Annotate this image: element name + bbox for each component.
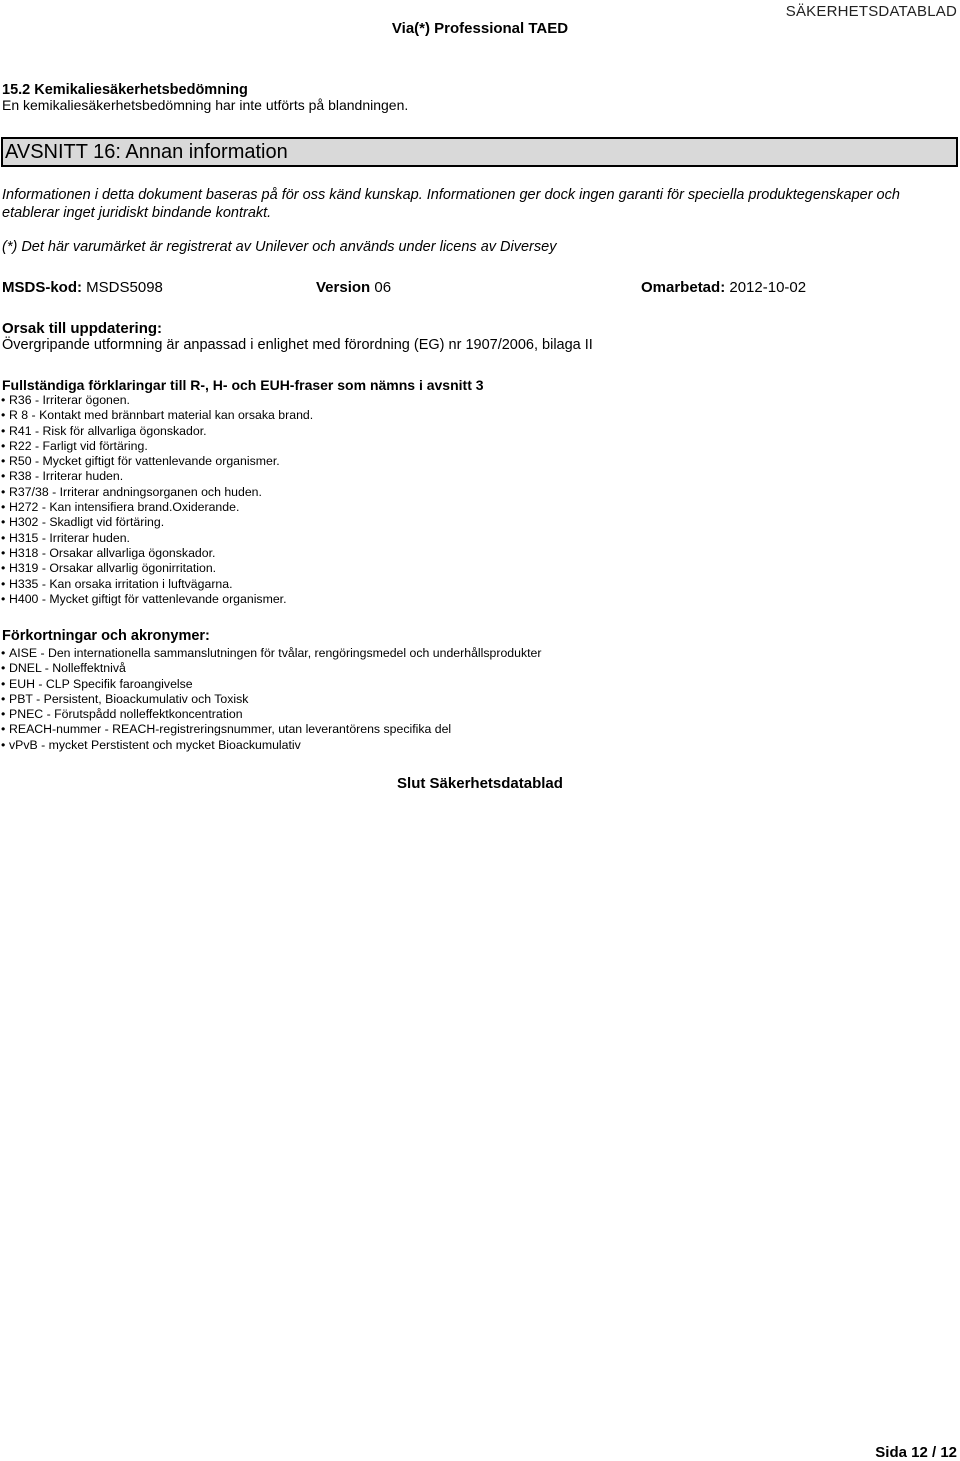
version-value: 06	[374, 279, 392, 296]
phrases-list	[1, 393, 313, 607]
list-item: • R41 - Risk för allvarliga ögonskador.	[1, 424, 313, 439]
list-item: • H400 - Mycket giftigt för vattenlevande organismer.	[1, 592, 313, 607]
disclaimer-text: Informationen i detta dokument baseras på för oss känd kunskap. Informationen ger dock ingen garanti för speciella produktegenskaper och etablerar inget juridiskt bindande kontrakt.	[2, 187, 900, 221]
section-15-2-text: En kemikaliesäkerhetsbedömning har inte utförts på blandningen.	[2, 97, 409, 113]
abbreviations-list	[1, 646, 541, 753]
trademark-note: (*) Det här varumärket är registrerat av Unilever och används under licens av Diversey	[2, 239, 557, 255]
msds-code-label: MSDS-kod:	[2, 279, 82, 296]
list-item: • R 8 - Kontakt med brännbart material kan orsaka brand.	[1, 408, 313, 423]
list-item: • DNEL - Nolleffektnivå	[1, 661, 541, 676]
list-item: • AISE - Den internationella sammanslutningen för tvålar, rengöringsmedel och underhållsprodukter	[1, 646, 541, 661]
msds-code	[2, 279, 163, 296]
list-item: • R22 - Farligt vid förtäring.	[1, 439, 313, 454]
list-item: • R38 - Irriterar huden.	[1, 469, 313, 484]
revision-date-value: 2012-10-02	[729, 279, 807, 296]
end-of-document: Slut Säkerhetsdatablad	[397, 775, 563, 792]
section-15-2-title: 15.2 Kemikaliesäkerhetsbedömning	[2, 82, 248, 98]
list-item: • H319 - Orsakar allvarlig ögonirritation.	[1, 561, 313, 576]
list-item: • REACH-nummer - REACH-registreringsnummer, utan leverantörens specifika del	[1, 722, 541, 737]
abbreviations-title: Förkortningar och akronymer:	[2, 628, 210, 644]
version	[316, 279, 391, 296]
version-label: Version	[316, 279, 371, 296]
list-item: • R37/38 - Irriterar andningsorganen och huden.	[1, 485, 313, 500]
list-item: • H272 - Kan intensifiera brand.Oxiderande.	[1, 500, 313, 515]
update-reason-text: Övergripande utformning är anpassad i enlighet med förordning (EG) nr 1907/2006, bilaga II	[2, 337, 593, 353]
msds-code-value: MSDS5098	[86, 279, 163, 296]
list-item: • R50 - Mycket giftigt för vattenlevande organismer.	[1, 454, 313, 469]
page-number: Sida 12 / 12	[875, 1444, 957, 1461]
list-item: • vPvB - mycket Perstistent och mycket Bioackumulativ	[1, 738, 541, 753]
phrases-title: Fullständiga förklaringar till R-, H- och EUH-fraser som nämns i avsnitt 3	[2, 377, 484, 393]
list-item: • PNEC - Förutspådd nolleffektkoncentration	[1, 707, 541, 722]
product-name: Via(*) Professional TAED	[391, 20, 569, 37]
revision-date	[641, 279, 806, 296]
list-item: • R36 - Irriterar ögonen.	[1, 393, 313, 408]
list-item: • H335 - Kan orsaka irritation i luftvägarna.	[1, 577, 313, 592]
section-16-heading-bar	[1, 137, 958, 167]
update-reason-title: Orsak till uppdatering:	[2, 320, 163, 337]
list-item: • EUH - CLP Specifik faroangivelse	[1, 677, 541, 692]
section-16-heading: AVSNITT 16: Annan information	[5, 141, 288, 163]
document-type: SÄKERHETSDATABLAD	[785, 3, 957, 20]
list-item: • H302 - Skadligt vid förtäring.	[1, 515, 313, 530]
list-item: • PBT - Persistent, Bioackumulativ och Toxisk	[1, 692, 541, 707]
list-item: • H315 - Irriterar huden.	[1, 531, 313, 546]
revision-date-label: Omarbetad:	[641, 279, 726, 296]
list-item: • H318 - Orsakar allvarliga ögonskador.	[1, 546, 313, 561]
